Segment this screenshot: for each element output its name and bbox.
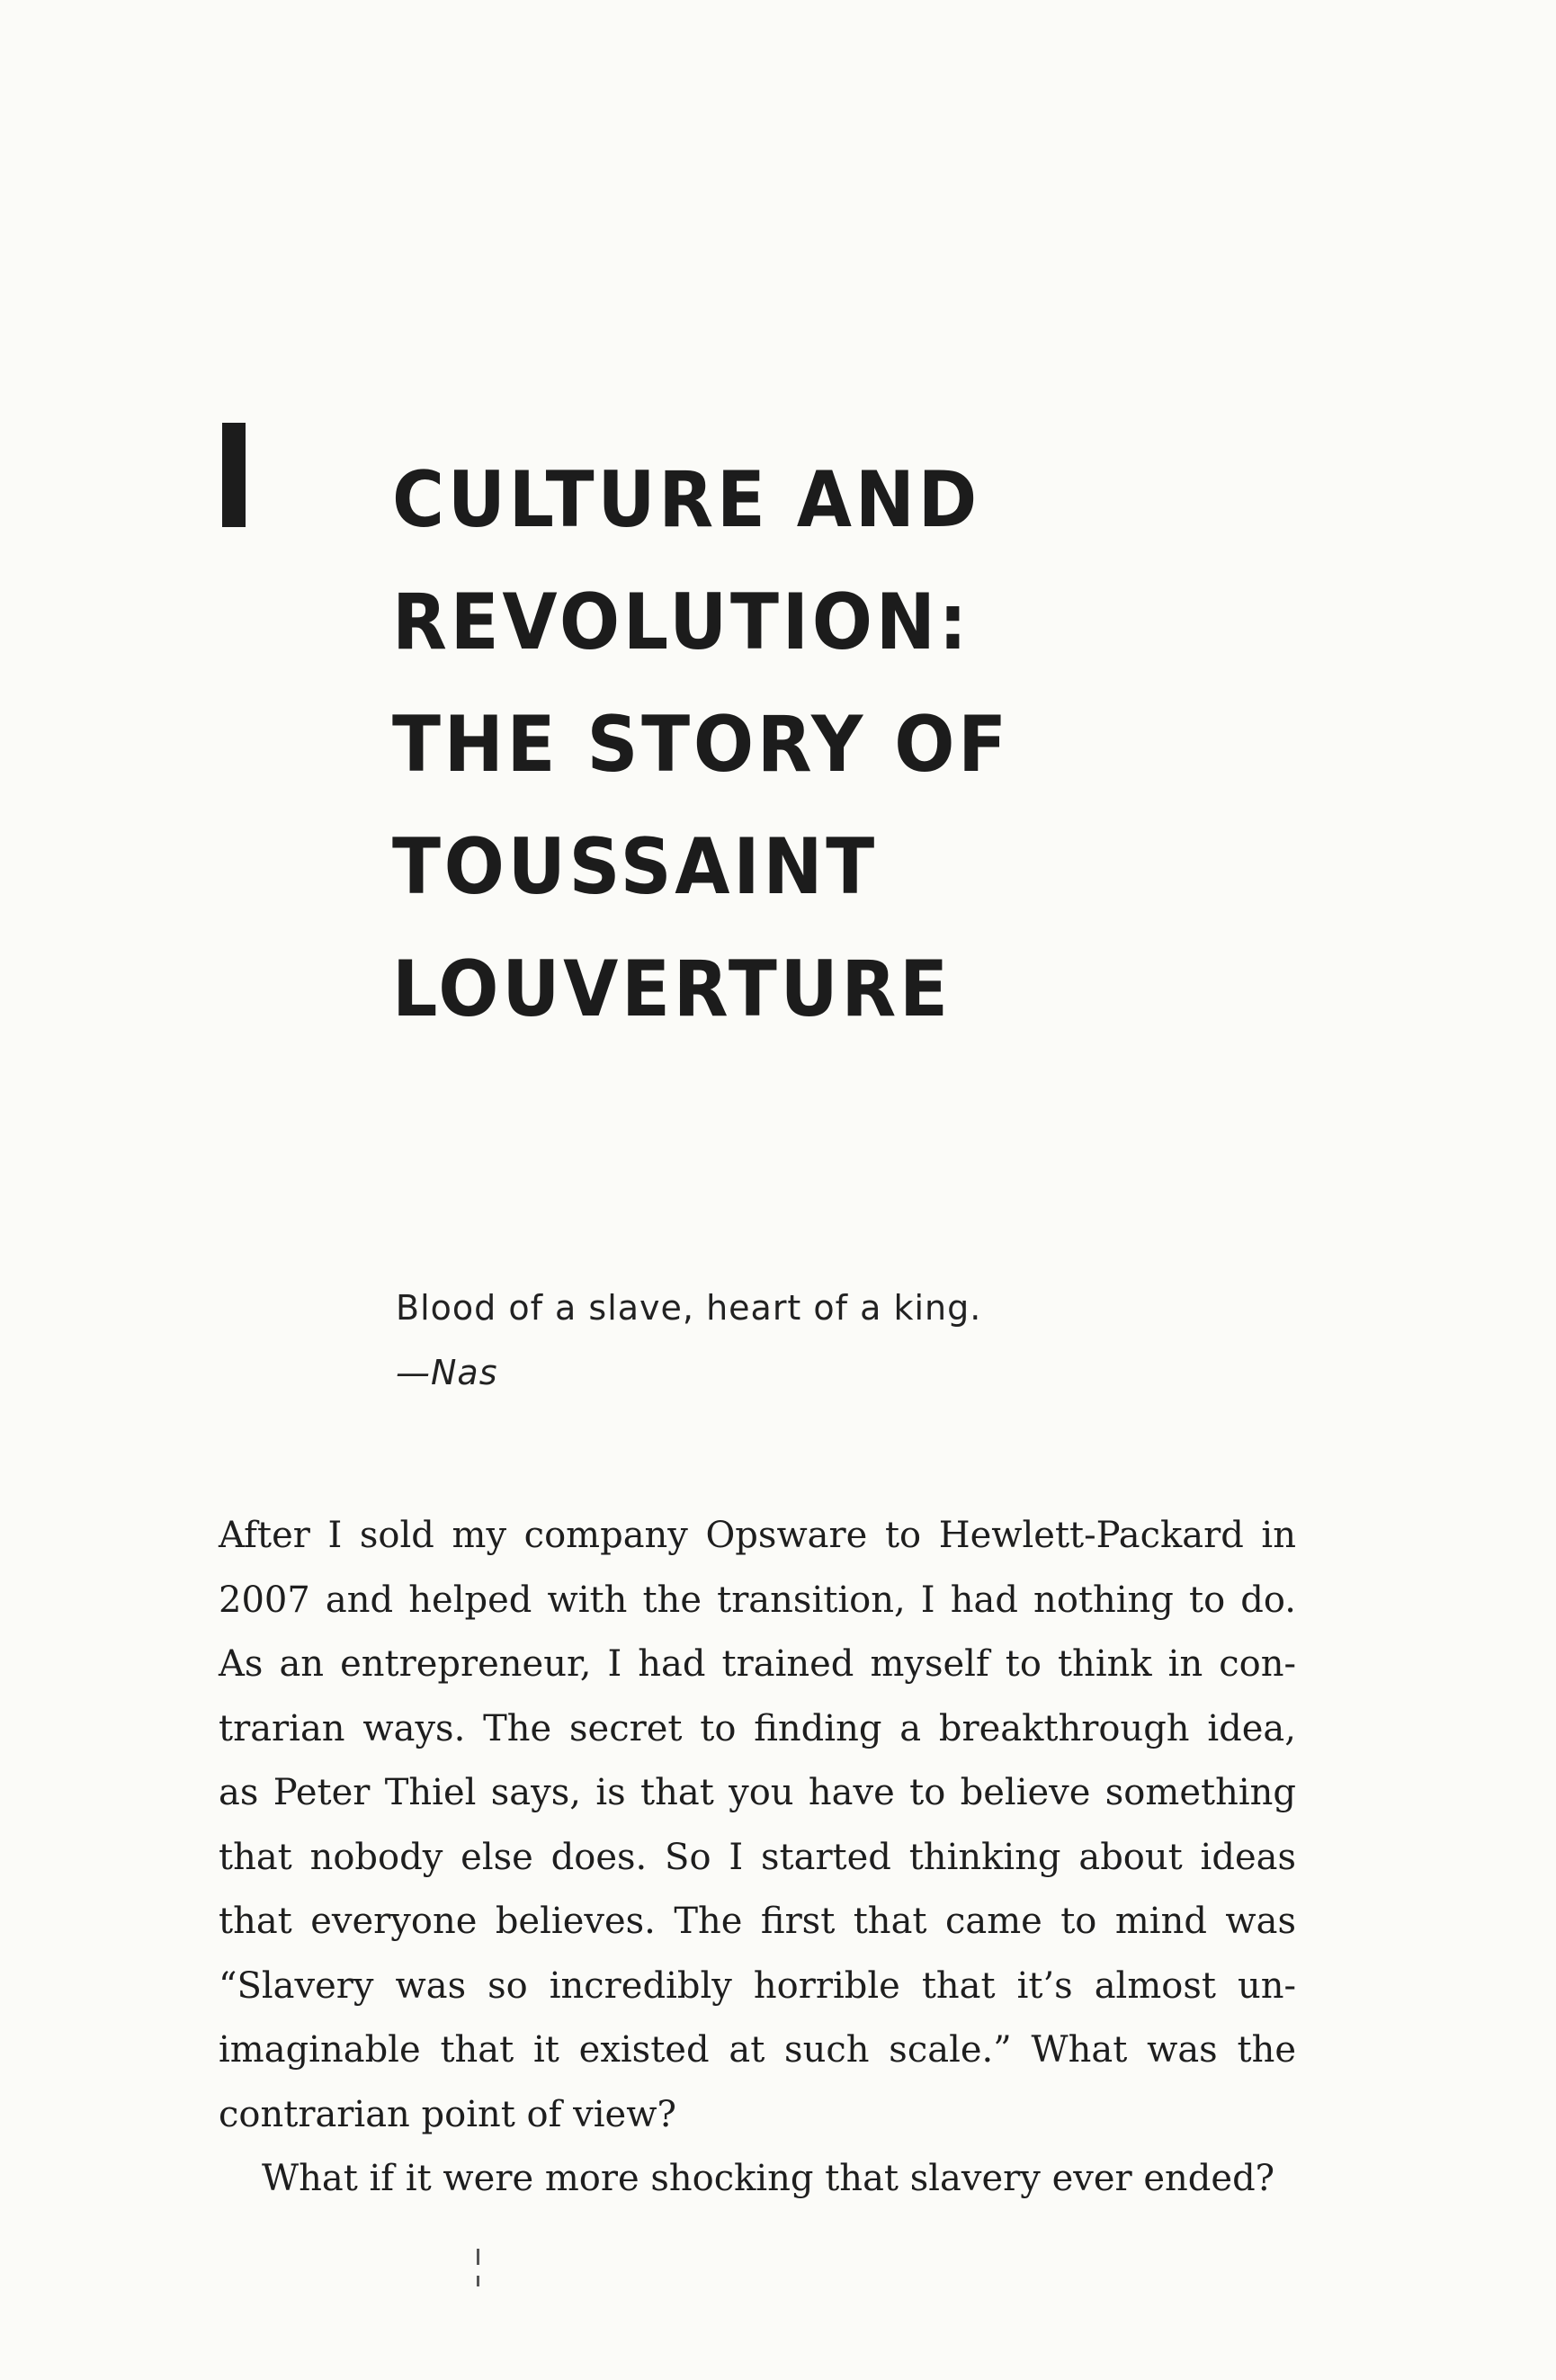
chapter-title-line: LOUVERTURE — [392, 944, 952, 1034]
body-paragraph: What if it were more shocking that slavery ever ended? — [262, 2158, 1275, 2199]
body-paragraph: After I sold my company Opsware to Hewlett-Packard in 2007 and helped with the transition, I had nothing to do. As an entrepreneur, I had trained myself to think in contrarian ways. The secret to finding a breakthrough idea, as Peter Thiel says, is that you have to believe something that nobody else does. So I started thinking about ideas that everyone believes. The first that came to mind was “Slavery was so incredibly horrible that it’s almost unimaginable that it existed at such scale.” What was the contrarian point of view? — [219, 1515, 1296, 2135]
epigraph — [396, 1275, 1295, 1405]
body-text — [219, 1504, 1296, 2212]
chapter-title-line: TOUSSAINT — [392, 822, 878, 912]
chapter-title-line: THE STORY OF — [392, 700, 1010, 790]
chapter-number-bar — [222, 423, 246, 527]
scan-mark — [477, 2249, 479, 2265]
chapter-title — [392, 439, 1302, 1051]
chapter-title-line: CULTURE AND — [392, 455, 980, 545]
epigraph-quote: Blood of a slave, heart of a king. — [396, 1288, 982, 1328]
chapter-title-line: REVOLUTION: — [392, 577, 970, 667]
scan-mark — [477, 2276, 479, 2286]
epigraph-attribution: —Nas — [396, 1353, 498, 1392]
